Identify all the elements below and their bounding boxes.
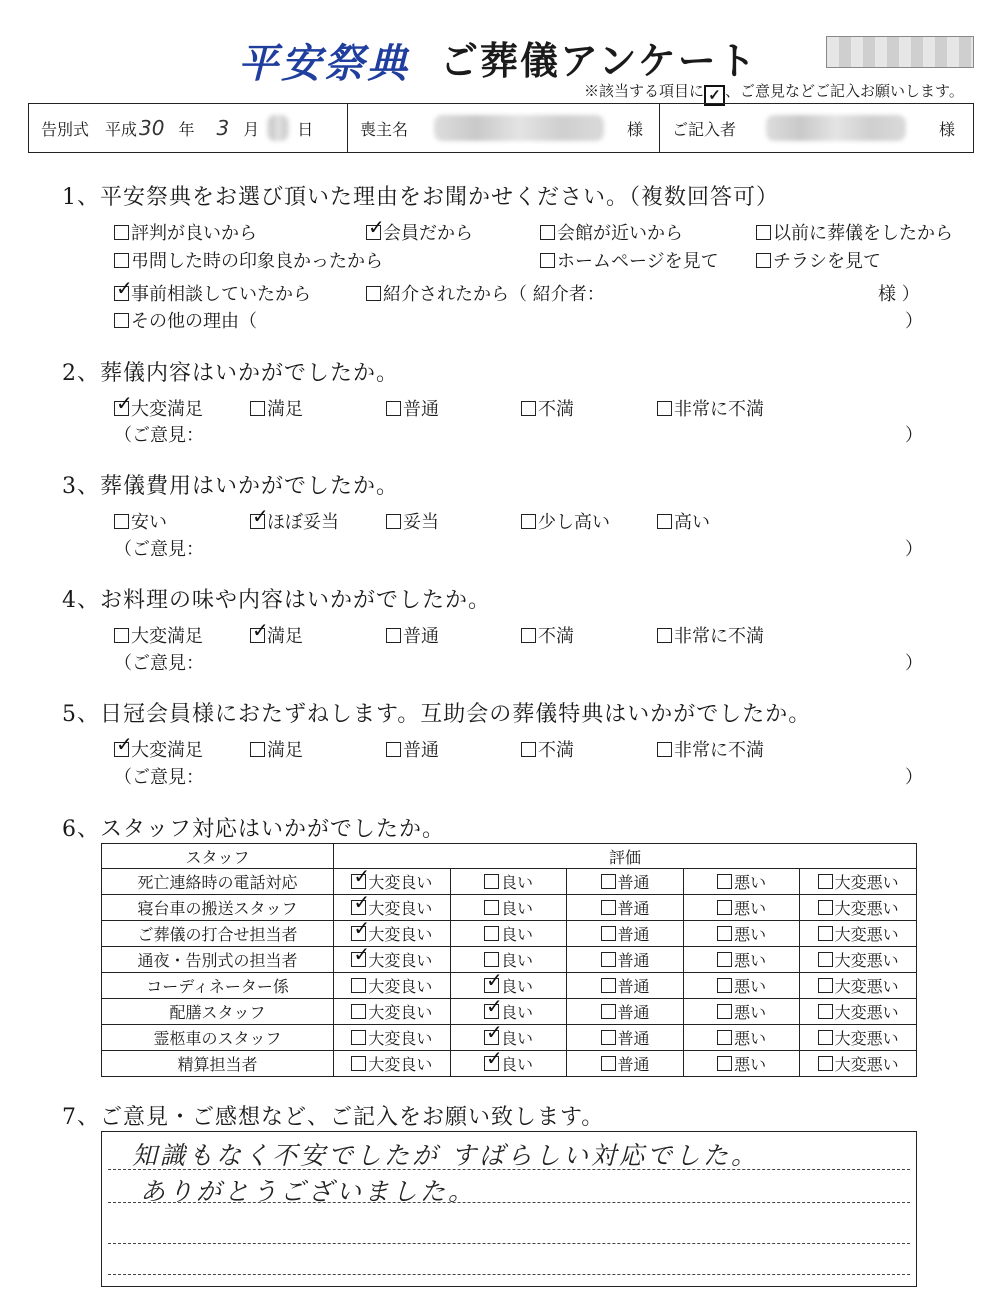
option-label: ほぼ妥当: [267, 512, 339, 533]
checkbox[interactable]: [114, 253, 129, 268]
checkbox[interactable]: [114, 628, 129, 643]
rating-label: 普通: [617, 951, 650, 970]
checkbox-checked[interactable]: [351, 926, 366, 941]
rating-label: 普通: [617, 1055, 650, 1074]
rating-label: 大変良い: [368, 1003, 433, 1022]
option-label: 会館が近いから: [557, 223, 683, 244]
question-6-title: 6、スタッフ対応はいかがでしたか。: [62, 817, 445, 842]
logo: 平安祭典: [238, 40, 410, 87]
rating-option[interactable]: [334, 921, 451, 947]
checkbox[interactable]: [717, 1030, 732, 1045]
checkbox[interactable]: [521, 628, 536, 643]
sama-label: 様: [938, 119, 955, 139]
chief-mourner-cell: [347, 104, 659, 152]
checkbox[interactable]: [114, 313, 129, 328]
checkbox[interactable]: [484, 874, 499, 889]
opinion-label: （ご意見：: [114, 767, 204, 788]
rating-label: 良い: [500, 925, 533, 944]
option-label: 普通: [403, 740, 439, 761]
checkbox-checked[interactable]: [484, 1030, 499, 1045]
rating-label: 大変悪い: [834, 1003, 899, 1022]
q5-option[interactable]: [657, 736, 764, 762]
rating-label: 悪い: [734, 977, 767, 996]
option-label: 満足: [267, 399, 303, 420]
rating-label: 普通: [617, 925, 650, 944]
close-paren: ）: [905, 539, 923, 560]
rating-option[interactable]: [567, 1025, 684, 1051]
q1-option[interactable]: [114, 219, 257, 245]
rating-label: 大変良い: [368, 1029, 433, 1048]
q3-option[interactable]: [657, 508, 710, 534]
rating-label: 悪い: [734, 899, 767, 918]
rating-option[interactable]: [800, 1025, 917, 1051]
rating-label: 悪い: [734, 925, 767, 944]
rating-option[interactable]: [800, 947, 917, 973]
checkbox[interactable]: [250, 742, 265, 757]
checkbox[interactable]: [601, 926, 616, 941]
rating-option[interactable]: [450, 1051, 567, 1077]
checkbox[interactable]: [601, 1056, 616, 1071]
rating-option[interactable]: [567, 1051, 684, 1077]
staff-role: 霊柩車のスタッフ: [102, 1025, 334, 1051]
rating-option[interactable]: [567, 869, 684, 895]
rating-label: 悪い: [734, 1003, 767, 1022]
checkbox[interactable]: [717, 1004, 732, 1019]
q1-option[interactable]: [366, 219, 473, 245]
q2-option[interactable]: [250, 395, 303, 421]
rating-option[interactable]: [800, 973, 917, 999]
option-label: 非常に不満: [674, 626, 764, 647]
rating-option[interactable]: [800, 895, 917, 921]
form-title: ご葬儀アンケート: [440, 38, 758, 83]
checkbox[interactable]: [717, 978, 732, 993]
option-label: その他の理由（: [131, 311, 257, 332]
option-label: 満足: [267, 740, 303, 761]
checkbox[interactable]: [818, 978, 833, 993]
checkbox[interactable]: [484, 900, 499, 915]
rating-label: 大変悪い: [834, 899, 899, 918]
rating-label: 悪い: [734, 951, 767, 970]
q5-option[interactable]: [521, 736, 574, 762]
comment-line-1: 知識もなく不安でしたが すばらしい対応でした。: [132, 1141, 759, 1170]
staff-row: [102, 947, 917, 973]
comment-box[interactable]: [101, 1131, 917, 1287]
q4-option[interactable]: [386, 622, 439, 648]
col-staff-header: スタッフ: [102, 844, 334, 869]
checkbox-checked[interactable]: [484, 1004, 499, 1019]
rating-option[interactable]: [683, 895, 800, 921]
rating-option[interactable]: [567, 973, 684, 999]
rating-option[interactable]: [683, 973, 800, 999]
q1-option[interactable]: [540, 247, 719, 273]
rating-label: 良い: [500, 873, 533, 892]
month-label: 月: [243, 119, 260, 139]
staff-role: 配膳スタッフ: [102, 999, 334, 1025]
rating-option[interactable]: [334, 1025, 451, 1051]
q2-option[interactable]: [657, 395, 764, 421]
staff-role: コーディネーター係: [102, 973, 334, 999]
staff-row: [102, 1025, 917, 1051]
checkbox[interactable]: [601, 1004, 616, 1019]
rating-label: 良い: [500, 1003, 533, 1022]
rating-label: 大変良い: [368, 873, 433, 892]
q3-option[interactable]: [250, 508, 339, 534]
rating-label: 普通: [617, 1029, 650, 1048]
introducer-suffix: 様 ）: [878, 284, 920, 305]
ceremony-label: 告別式: [41, 119, 90, 139]
rating-option[interactable]: [567, 921, 684, 947]
checkbox[interactable]: [657, 401, 672, 416]
staff-row: [102, 999, 917, 1025]
checkbox[interactable]: [657, 742, 672, 757]
checkbox-checked[interactable]: [114, 742, 129, 757]
rating-option[interactable]: [683, 947, 800, 973]
rating-option[interactable]: [683, 1025, 800, 1051]
rating-option[interactable]: [450, 921, 567, 947]
rating-option[interactable]: [334, 947, 451, 973]
checkbox[interactable]: [818, 952, 833, 967]
checkbox[interactable]: [521, 742, 536, 757]
q4-option[interactable]: [250, 622, 303, 648]
rating-option[interactable]: [683, 999, 800, 1025]
year-label: 年: [178, 119, 195, 139]
rating-label: 大変悪い: [834, 925, 899, 944]
rating-option[interactable]: [800, 869, 917, 895]
day-value-redacted: [267, 115, 289, 141]
q2-option[interactable]: [386, 395, 439, 421]
rating-label: 大変良い: [368, 1055, 433, 1074]
staff-row: [102, 973, 917, 999]
checkbox[interactable]: [114, 225, 129, 240]
option-label: 非常に不満: [674, 740, 764, 761]
checkbox[interactable]: [717, 1056, 732, 1071]
staff-row: [102, 1051, 917, 1077]
checkbox-checked[interactable]: [351, 900, 366, 915]
checkbox[interactable]: [601, 978, 616, 993]
checkbox-checked[interactable]: [114, 286, 129, 301]
rating-option[interactable]: [567, 947, 684, 973]
rating-label: 悪い: [734, 873, 767, 892]
option-label: 紹介されたから（ 紹介者：: [383, 284, 605, 305]
rating-option[interactable]: [567, 895, 684, 921]
question-4-title: 4、お料理の味や内容はいかがでしたか。: [62, 588, 491, 613]
checkbox[interactable]: [366, 286, 381, 301]
ceremony-date-cell: [29, 104, 347, 152]
option-label: 以前に葬儀をしたから: [773, 223, 953, 244]
rating-option[interactable]: [800, 1051, 917, 1077]
option-label: 会員だから: [383, 223, 473, 244]
q5-option[interactable]: [386, 736, 439, 762]
option-label: ホームページを見て: [557, 251, 719, 272]
staff-row: [102, 895, 917, 921]
option-label: 高い: [674, 512, 710, 533]
writer-label: ご記入者: [672, 119, 737, 139]
checkbox[interactable]: [351, 978, 366, 993]
option-label: チラシを見て: [773, 251, 881, 272]
checkbox[interactable]: [114, 514, 129, 529]
month-value[interactable]: 3: [216, 116, 230, 140]
staff-role: 精算担当者: [102, 1051, 334, 1077]
q2-option[interactable]: [114, 395, 203, 421]
year-value[interactable]: 30: [139, 116, 165, 140]
info-table: [28, 103, 974, 153]
rating-label: 悪い: [734, 1055, 767, 1074]
rating-label: 良い: [500, 977, 533, 996]
q4-option[interactable]: [114, 622, 203, 648]
option-label: 不満: [538, 626, 574, 647]
rating-option[interactable]: [800, 921, 917, 947]
checkbox[interactable]: [601, 1030, 616, 1045]
checkbox[interactable]: [351, 1056, 366, 1071]
close-paren: ）: [905, 653, 923, 674]
checkbox-checked[interactable]: [250, 514, 265, 529]
rating-label: 普通: [617, 1003, 650, 1022]
q4-option[interactable]: [521, 622, 574, 648]
q5-option[interactable]: [114, 736, 203, 762]
option-label: 普通: [403, 399, 439, 420]
option-label: 評判が良いから: [131, 223, 257, 244]
option-label: 大変満足: [131, 626, 203, 647]
q5-option[interactable]: [250, 736, 303, 762]
rating-option[interactable]: [334, 869, 451, 895]
checkbox[interactable]: [717, 926, 732, 941]
staff-role: 通夜・告別式の担当者: [102, 947, 334, 973]
q1-option[interactable]: [114, 247, 383, 273]
checkbox[interactable]: [250, 401, 265, 416]
checkbox[interactable]: [818, 926, 833, 941]
q3-option[interactable]: [114, 508, 167, 534]
rating-option[interactable]: [683, 1051, 800, 1077]
rating-label: 普通: [617, 977, 650, 996]
checkbox[interactable]: [540, 225, 555, 240]
rating-option[interactable]: [334, 999, 451, 1025]
q4-option[interactable]: [657, 622, 764, 648]
staff-row: [102, 869, 917, 895]
opinion-label: （ご意見：: [114, 539, 204, 560]
rating-label: 大変悪い: [834, 977, 899, 996]
rating-option[interactable]: [450, 999, 567, 1025]
checkbox[interactable]: [717, 874, 732, 889]
checkbox-checked[interactable]: [114, 401, 129, 416]
redacted-stamp: [826, 36, 974, 68]
checkbox[interactable]: [657, 514, 672, 529]
option-label: 妥当: [403, 512, 439, 533]
q3-option[interactable]: [521, 508, 610, 534]
rating-label: 大変良い: [368, 925, 433, 944]
checkbox[interactable]: [484, 952, 499, 967]
staff-role: 寝台車の搬送スタッフ: [102, 895, 334, 921]
checkbox[interactable]: [717, 952, 732, 967]
rating-option[interactable]: [334, 895, 451, 921]
checkbox-checked[interactable]: [484, 978, 499, 993]
option-label: 満足: [267, 626, 303, 647]
checkbox-checked[interactable]: [351, 952, 366, 967]
rating-option[interactable]: [334, 973, 451, 999]
staff-role: 死亡連絡時の電話対応: [102, 869, 334, 895]
checkbox[interactable]: [756, 253, 771, 268]
checkbox[interactable]: [756, 225, 771, 240]
rating-label: 良い: [500, 1055, 533, 1074]
rating-option[interactable]: [450, 947, 567, 973]
checkbox[interactable]: [818, 1056, 833, 1071]
question-1-title: 1、平安祭典をお選び頂いた理由をお聞かせください。（複数回答可）: [62, 185, 779, 210]
rating-label: 大変良い: [368, 899, 433, 918]
rating-label: 悪い: [734, 1029, 767, 1048]
rating-label: 良い: [500, 1029, 533, 1048]
q1-option[interactable]: [540, 219, 683, 245]
checkbox-checked[interactable]: [250, 628, 265, 643]
checkbox[interactable]: [521, 401, 536, 416]
rating-option[interactable]: [683, 869, 800, 895]
checkbox[interactable]: [601, 952, 616, 967]
option-label: 普通: [403, 626, 439, 647]
staff-rating-table: [101, 843, 917, 1077]
checkbox[interactable]: [601, 874, 616, 889]
rating-option[interactable]: [450, 973, 567, 999]
col-eval-header: 評価: [334, 844, 917, 869]
option-label: 安い: [131, 512, 167, 533]
checkbox[interactable]: [386, 401, 401, 416]
rating-label: 大変悪い: [834, 1029, 899, 1048]
rating-label: 普通: [617, 873, 650, 892]
rating-label: 大変良い: [368, 951, 433, 970]
option-label: 大変満足: [131, 740, 203, 761]
checkbox[interactable]: [386, 514, 401, 529]
checkbox[interactable]: [717, 900, 732, 915]
checkbox[interactable]: [351, 1004, 366, 1019]
q1-option[interactable]: [114, 307, 257, 333]
rating-label: 良い: [500, 899, 533, 918]
ruled-line: [108, 1274, 910, 1275]
rating-option[interactable]: [450, 869, 567, 895]
staff-role: ご葬儀の打合せ担当者: [102, 921, 334, 947]
q1-option[interactable]: [114, 280, 311, 306]
option-label: 不満: [538, 740, 574, 761]
chief-mourner-name-redacted[interactable]: [434, 115, 604, 141]
checkbox[interactable]: [386, 628, 401, 643]
staff-row: [102, 921, 917, 947]
checkbox[interactable]: [657, 628, 672, 643]
writer-cell: [659, 104, 973, 152]
checkbox[interactable]: [484, 926, 499, 941]
checkbox-checked[interactable]: [366, 225, 381, 240]
question-7-title: 7、ご意見・ご感想など、ご記入をお願い致します。: [62, 1105, 605, 1130]
option-label: 少し高い: [538, 512, 610, 533]
q1-option[interactable]: [756, 219, 953, 245]
note-suffix: 、ご意見などご記入お願いします。: [725, 82, 964, 100]
checkbox[interactable]: [818, 1030, 833, 1045]
rating-option[interactable]: [450, 1025, 567, 1051]
checkbox[interactable]: [351, 1030, 366, 1045]
option-label: 不満: [538, 399, 574, 420]
rating-label: 大変悪い: [834, 951, 899, 970]
rating-label: 普通: [617, 899, 650, 918]
close-paren: ）: [905, 311, 923, 332]
rating-label: 大変良い: [368, 977, 433, 996]
comment-line-2: ありがとうございました。: [140, 1177, 477, 1206]
era-label: 平成: [105, 119, 138, 139]
close-paren: ）: [905, 767, 923, 788]
option-label: 弔問した時の印象良かったから: [131, 251, 383, 272]
rating-option[interactable]: [800, 999, 917, 1025]
rating-label: 大変悪い: [834, 1055, 899, 1074]
note-prefix: ※該当する項目に: [584, 82, 705, 100]
rating-option[interactable]: [567, 999, 684, 1025]
checkbox[interactable]: [521, 514, 536, 529]
option-label: 大変満足: [131, 399, 203, 420]
writer-name-redacted[interactable]: [766, 115, 906, 141]
option-label: 事前相談していたから: [131, 284, 311, 305]
checkbox[interactable]: [818, 1004, 833, 1019]
ruled-line: [108, 1243, 910, 1244]
checkbox[interactable]: [818, 900, 833, 915]
close-paren: ）: [905, 425, 923, 446]
checkbox[interactable]: [818, 874, 833, 889]
rating-label: 良い: [500, 951, 533, 970]
rating-option[interactable]: [334, 1051, 451, 1077]
checkbox-checked[interactable]: [351, 874, 366, 889]
opinion-label: （ご意見：: [114, 425, 204, 446]
rating-option[interactable]: [683, 921, 800, 947]
checkbox[interactable]: [386, 742, 401, 757]
day-label: 日: [297, 119, 314, 139]
q1-option[interactable]: [756, 247, 881, 273]
rating-option[interactable]: [450, 895, 567, 921]
option-label: 非常に不満: [674, 399, 764, 420]
question-3-title: 3、葬儀費用はいかがでしたか。: [62, 474, 399, 499]
question-5-title: 5、日冠会員様におたずねします。互助会の葬儀特典はいかがでしたか。: [62, 702, 812, 727]
checkbox[interactable]: [540, 253, 555, 268]
checkbox[interactable]: [601, 900, 616, 915]
checkbox-checked[interactable]: [484, 1056, 499, 1071]
opinion-label: （ご意見：: [114, 653, 204, 674]
chief-mourner-label: 喪主名: [360, 119, 409, 139]
q2-option[interactable]: [521, 395, 574, 421]
q3-option[interactable]: [386, 508, 439, 534]
rating-label: 大変悪い: [834, 873, 899, 892]
sama-label: 様: [626, 119, 643, 139]
question-2-title: 2、葬儀内容はいかがでしたか。: [62, 361, 399, 386]
q1-option[interactable]: [366, 280, 605, 306]
check-mark-icon: ✓: [704, 85, 725, 106]
